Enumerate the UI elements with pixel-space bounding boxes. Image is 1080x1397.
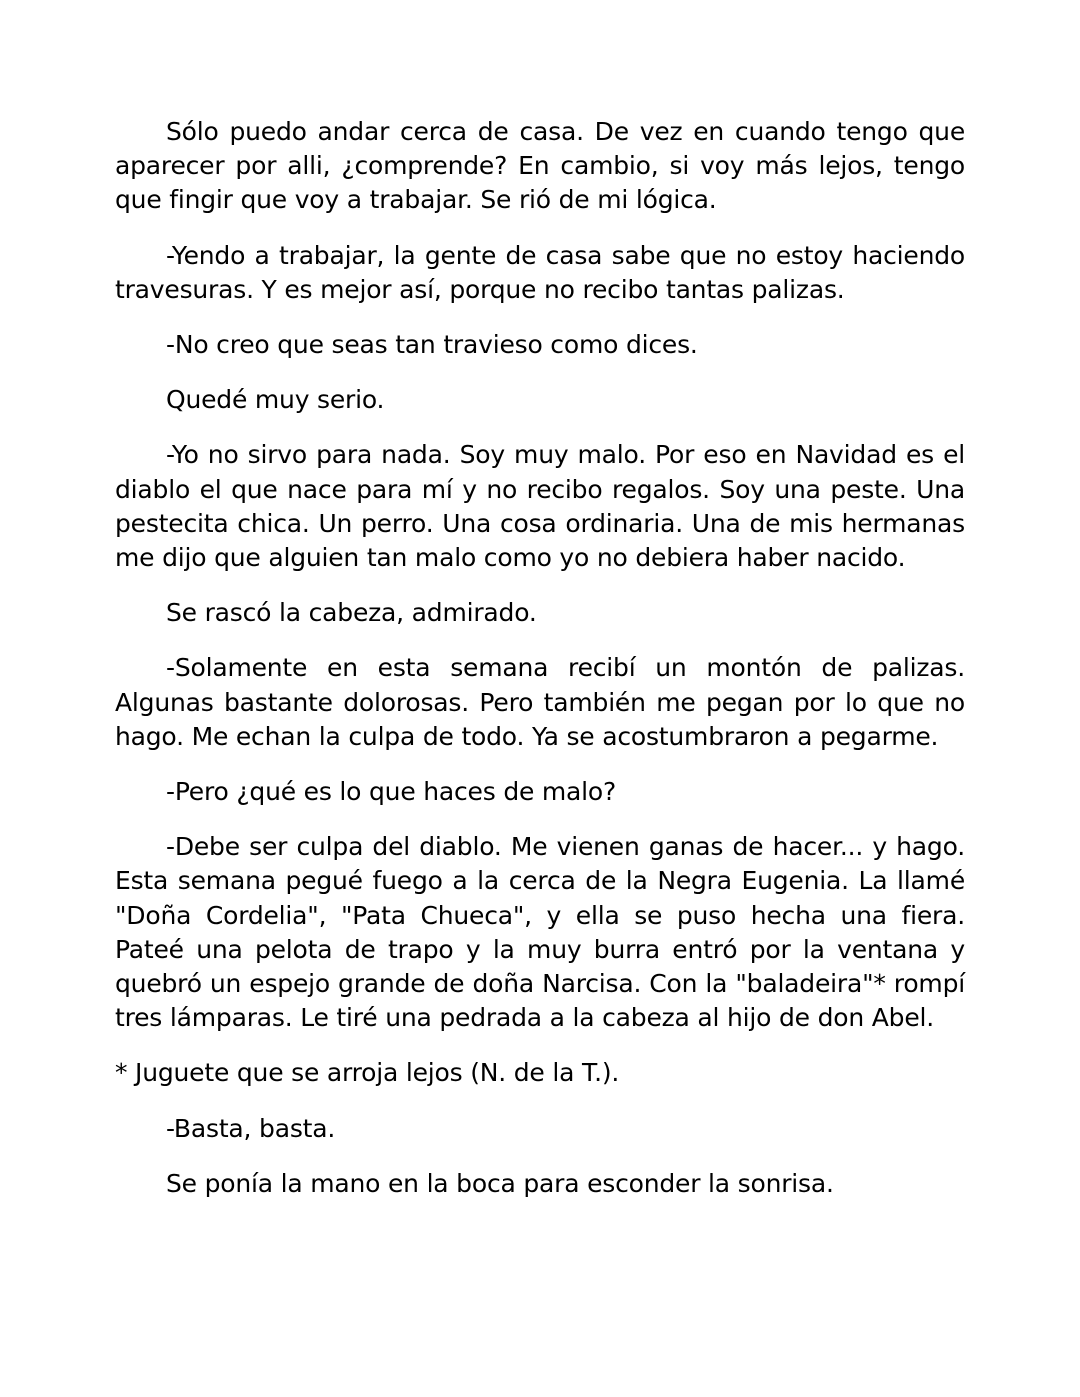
- paragraph: -Basta, basta.: [166, 1113, 336, 1143]
- paragraph: Se ponía la mano en la boca para esconder la sonrisa.: [166, 1168, 834, 1198]
- paragraph: -Debe ser culpa del diablo. Me vienen ganas de hacer... y hago. Esta semana pegué fuego a la cerca de la Negra Eugenia. La llamé "Doña Cordelia", "Pata Chueca", y ella se puso hecha una fiera. Pateé una pelota de trapo y la muy burra entró por la ventana y quebró un espejo grande de doña Narcisa. Con la "baladeira"* rompí tres lámparas. Le tiré una pedrada a la cabeza al hijo de don Abel.: [115, 832, 965, 1033]
- paragraph: -Yo no sirvo para nada. Soy muy malo. Por eso en Navidad es el diablo el que nace para mí y no recibo regalos. Soy una peste. Una pestecita chica. Un perro. Una cosa ordinaria. Una de mis hermanas me dijo que alguien tan malo como yo no debiera haber nacido.: [115, 440, 965, 573]
- paragraph: -Pero ¿qué es lo que haces de malo?: [166, 777, 617, 807]
- paragraph: Quedé muy serio.: [166, 385, 385, 415]
- paragraph: Sólo puedo andar cerca de casa. De vez en cuando tengo que aparecer por alli, ¿comprende? En cambio, si voy más lejos, tengo que fingir que voy a trabajar. Se rió de mi lógica.: [115, 117, 965, 215]
- paragraph: -Solamente en esta semana recibí un montón de palizas. Algunas bastante dolorosas. Pero también me pegan por lo que no hago. Me echan la culpa de todo. Ya se acostumbraron a pegarme.: [115, 653, 965, 751]
- footnote: * Juguete que se arroja lejos (N. de la T.).: [115, 1058, 620, 1088]
- page-body: [115, 115, 965, 1222]
- paragraph: -Yendo a trabajar, la gente de casa sabe que no estoy haciendo travesuras. Y es mejor así, porque no recibo tantas palizas.: [115, 240, 965, 304]
- paragraph: Se rascó la cabeza, admirado.: [166, 598, 537, 628]
- paragraph: -No creo que seas tan travieso como dices.: [166, 330, 698, 360]
